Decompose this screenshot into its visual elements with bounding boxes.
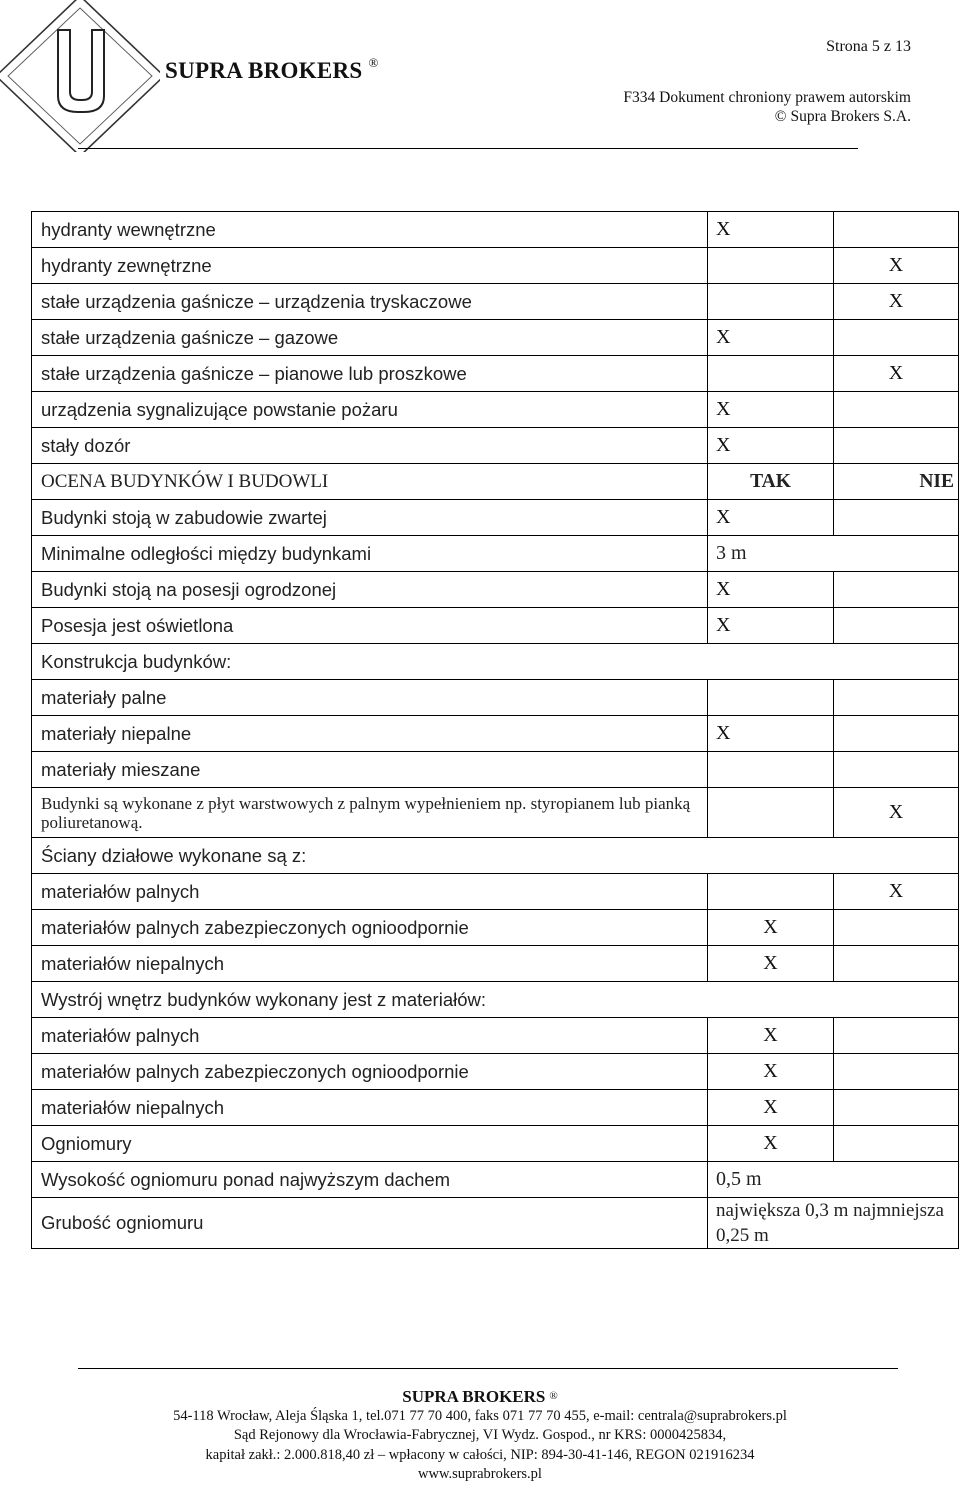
table-row [32, 1018, 959, 1054]
row-label: Wysokość ogniomuru ponad najwyższym dachem [32, 1162, 708, 1198]
footer-website: www.suprabrokers.pl [418, 1466, 542, 1482]
row-label: materiały niepalne [32, 716, 708, 752]
header-brand [165, 55, 379, 84]
tak-cell: X [708, 500, 834, 536]
tak-cell [708, 680, 834, 716]
table-row [32, 1054, 959, 1090]
footer-capital-tax: kapitał zakł.: 2.000.818,40 zł – wpłacony w całości, NIP: 894-30-41-146, REGON 021916234 [205, 1446, 755, 1463]
table-row [32, 716, 959, 752]
table-row [32, 874, 959, 910]
nie-cell [834, 428, 959, 464]
table-row [32, 500, 959, 536]
tak-cell: X [708, 946, 834, 982]
row-label: Budynki są wykonane z płyt warstwowych z palnym wypełnieniem np. styropianem lub pianką poliuretanową. [32, 788, 708, 838]
tak-cell: X [708, 572, 834, 608]
table-row [32, 608, 959, 644]
subsection-row [32, 644, 959, 680]
table-row [32, 392, 959, 428]
nie-cell [834, 392, 959, 428]
row-label: materiałów niepalnych [32, 1090, 708, 1126]
page-number: Strona 5 z 13 [826, 38, 911, 55]
row-label: hydranty zewnętrzne [32, 248, 708, 284]
company-logo-icon [0, 0, 160, 152]
section-heading: OCENA BUDYNKÓW I BUDOWLI [32, 464, 708, 500]
tak-cell [708, 248, 834, 284]
nie-cell [834, 572, 959, 608]
nie-cell [834, 608, 959, 644]
subsection-label: Ściany działowe wykonane są z: [32, 838, 959, 874]
value-cell: największa 0,3 m najmniejsza 0,25 m [708, 1198, 959, 1249]
tak-cell: X [708, 1018, 834, 1054]
table-row [32, 910, 959, 946]
nie-cell [834, 1054, 959, 1090]
footer-address: 54-118 Wrocław, Aleja Śląska 1, tel.071 77 70 400, faks 071 77 70 455, e-mail: centrala@suprabrokers.pl [173, 1407, 787, 1424]
nie-cell: X [834, 248, 959, 284]
footer-divider [78, 1368, 898, 1369]
row-label: materiałów palnych [32, 1018, 708, 1054]
tak-cell [708, 356, 834, 392]
nie-column-heading: NIE [834, 464, 959, 500]
row-label: materiałów palnych [32, 874, 708, 910]
table-row [32, 320, 959, 356]
footer-brand-text: SUPRA BROKERS [402, 1387, 546, 1406]
nie-cell [834, 212, 959, 248]
nie-cell [834, 680, 959, 716]
table-row [32, 428, 959, 464]
table-row [32, 1162, 959, 1198]
building-assessment-table [31, 211, 959, 1249]
table-row [32, 1126, 959, 1162]
row-label: Ogniomury [32, 1126, 708, 1162]
row-label: Grubość ogniomuru [32, 1198, 708, 1249]
row-label: Minimalne odległości między budynkami [32, 536, 708, 572]
header-brand-text: SUPRA BROKERS [165, 58, 363, 83]
document-notice-line1: F334 Dokument chroniony prawem autorskim [623, 89, 911, 106]
row-label: stałe urządzenia gaśnicze – pianowe lub proszkowe [32, 356, 708, 392]
tak-cell [708, 752, 834, 788]
tak-cell: X [708, 716, 834, 752]
registered-mark: ® [368, 55, 379, 70]
tak-cell: X [708, 320, 834, 356]
subsection-row [32, 982, 959, 1018]
row-label: Budynki stoją na posesji ogrodzonej [32, 572, 708, 608]
nie-cell [834, 716, 959, 752]
row-label: materiałów niepalnych [32, 946, 708, 982]
nie-cell [834, 500, 959, 536]
row-label: materiałów palnych zabezpieczonych ognioodpornie [32, 1054, 708, 1090]
nie-cell [834, 320, 959, 356]
row-label: hydranty wewnętrzne [32, 212, 708, 248]
row-label: Budynki stoją w zabudowie zwartej [32, 500, 708, 536]
footer-court-registry: Sąd Rejonowy dla Wrocławia-Fabrycznej, VI Wydz. Gospod., nr KRS: 0000425834, [233, 1427, 727, 1443]
nie-cell: X [834, 284, 959, 320]
tak-cell: X [708, 608, 834, 644]
tak-cell: X [708, 428, 834, 464]
row-label: materiałów palnych zabezpieczonych ognioodpornie [32, 910, 708, 946]
footer [0, 1387, 960, 1485]
tak-cell [708, 284, 834, 320]
tak-cell: X [708, 392, 834, 428]
table-row [32, 536, 959, 572]
value-cell: 0,5 m [708, 1162, 959, 1198]
table-row [32, 572, 959, 608]
row-label: stałe urządzenia gaśnicze – urządzenia tryskaczowe [32, 284, 708, 320]
subsection-label: Konstrukcja budynków: [32, 644, 959, 680]
row-label: materiały palne [32, 680, 708, 716]
nie-cell [834, 1090, 959, 1126]
table-row [32, 680, 959, 716]
nie-cell [834, 1126, 959, 1162]
tak-cell [708, 788, 834, 838]
footer-brand [0, 1387, 960, 1407]
nie-cell: X [834, 356, 959, 392]
nie-cell: X [834, 874, 959, 910]
tak-cell: X [708, 1126, 834, 1162]
tak-cell: X [708, 1054, 834, 1090]
table-row [32, 946, 959, 982]
nie-cell [834, 946, 959, 982]
nie-cell [834, 910, 959, 946]
document-notice [623, 88, 911, 126]
row-label: stały dozór [32, 428, 708, 464]
nie-cell [834, 752, 959, 788]
table-row [32, 752, 959, 788]
header-divider [78, 148, 858, 149]
tak-cell: X [708, 212, 834, 248]
row-label: urządzenia sygnalizujące powstanie pożaru [32, 392, 708, 428]
footer-registered-mark: ® [549, 1390, 558, 1402]
nie-cell [834, 1018, 959, 1054]
tak-cell [708, 874, 834, 910]
table-row [32, 284, 959, 320]
value-cell: 3 m [708, 536, 959, 572]
table-row [32, 1090, 959, 1126]
row-label: materiały mieszane [32, 752, 708, 788]
table-row [32, 212, 959, 248]
table-row [32, 356, 959, 392]
document-notice-line2: © Supra Brokers S.A. [774, 108, 911, 125]
tak-cell: X [708, 910, 834, 946]
tak-cell: X [708, 1090, 834, 1126]
subsection-label: Wystrój wnętrz budynków wykonany jest z materiałów: [32, 982, 959, 1018]
row-label: stałe urządzenia gaśnicze – gazowe [32, 320, 708, 356]
table-row [32, 1198, 959, 1249]
table-row [32, 248, 959, 284]
subsection-row [32, 838, 959, 874]
section-heading-row [32, 464, 959, 500]
nie-cell: X [834, 788, 959, 838]
tak-column-heading: TAK [708, 464, 834, 500]
row-label: Posesja jest oświetlona [32, 608, 708, 644]
table-row [32, 788, 959, 838]
